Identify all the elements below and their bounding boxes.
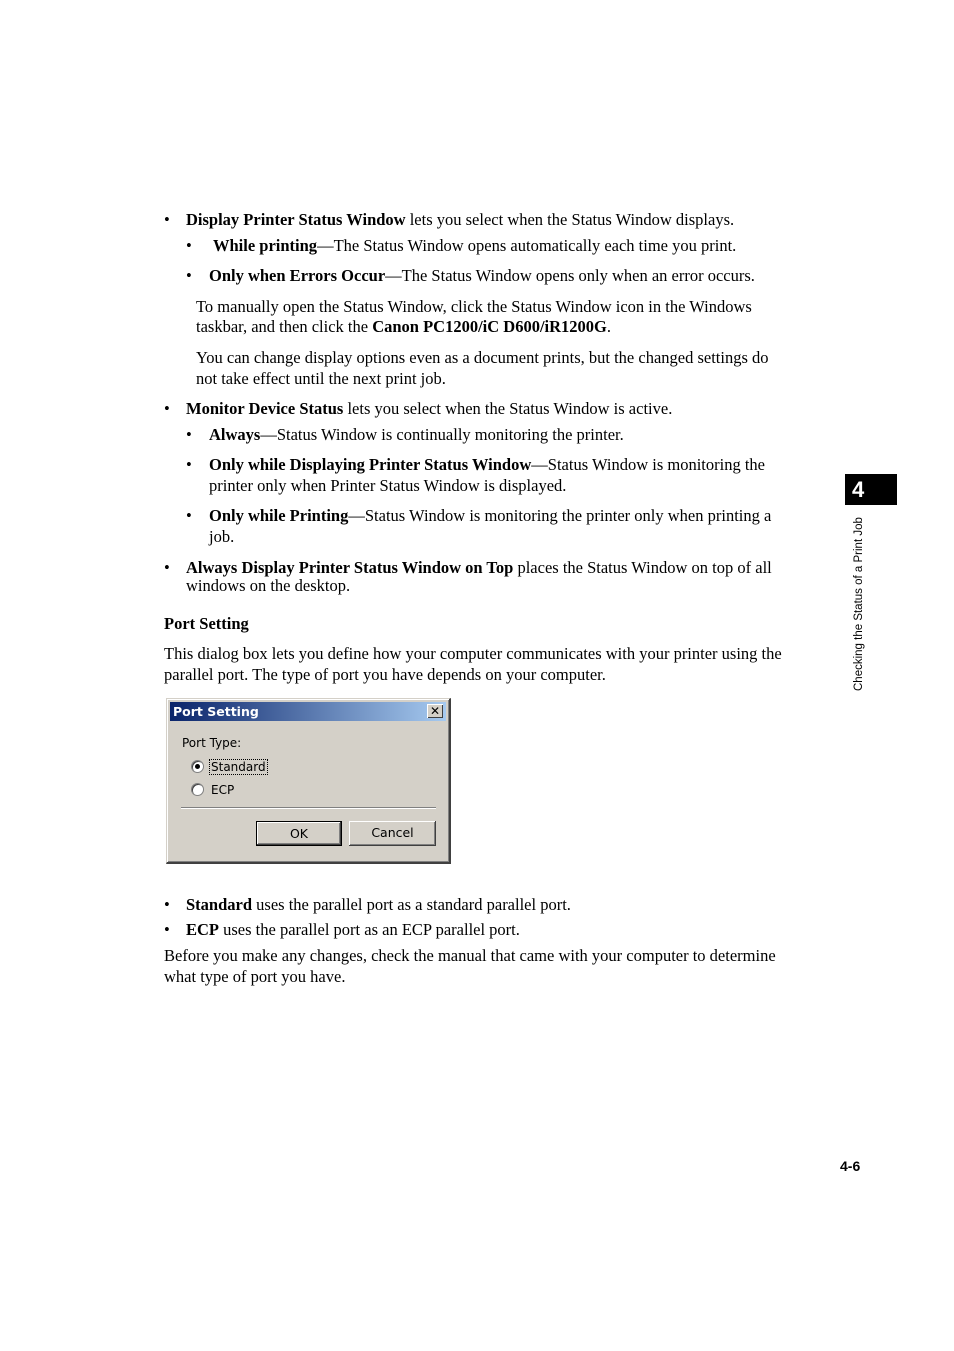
dialog-title: Port Setting [173,704,259,719]
bullet: • [164,895,170,914]
chapter-tab: 4 [845,474,897,505]
option-only-printing-cont: job. [209,527,235,546]
dialog-separator [181,807,436,809]
option-term: While printing [213,236,318,255]
option-term: Only when Errors Occur [209,266,386,285]
bullet: • [186,236,192,255]
chapter-title-vertical: Checking the Status of a Print Job [853,517,865,691]
note-change-options-line2: not take effect until the next print job. [196,369,446,388]
printer-model-name: Canon PC1200/iC D600/iR1200G [372,317,607,336]
port-intro-line1: This dialog box lets you define how your computer communicates with your printer using the [164,644,782,663]
option-desc: —The Status Window opens only when an error occurs. [385,266,755,285]
bullet: • [186,455,192,474]
bullet: • [164,399,170,418]
note-text: . [606,317,612,336]
port-term: Standard [186,895,253,914]
port-standard-item [186,895,571,915]
display-window-term: Display Printer Status Window [186,210,406,229]
radio-ecp[interactable] [191,783,204,796]
always-on-top-item [186,558,772,578]
note-manual-open-line1: To manually open the Status Window, click the Status Window icon in the Windows [196,297,752,316]
display-window-item [186,210,734,230]
option-desc: —Status Window is monitoring the printer only when printing a [348,506,772,525]
display-window-desc: lets you select when the Status Window displays. [405,210,735,229]
bullet: • [164,920,170,939]
port-term: ECP [186,920,219,939]
port-desc: uses the parallel port as a standard parallel port. [252,895,571,914]
port-setting-dialog [166,698,451,864]
bullet: • [164,558,170,577]
note-text: taskbar, and then click the [196,317,373,336]
bullet: • [164,210,170,229]
ok-button[interactable]: OK [256,821,342,846]
option-term: Only while Printing [209,506,349,525]
monitor-status-desc: lets you select when the Status Window is active. [343,399,673,418]
cancel-button[interactable]: Cancel [349,821,436,846]
always-on-top-term: Always Display Printer Status Window on Top [186,558,514,577]
bullet: • [186,425,192,444]
port-type-label: Port Type: [182,736,242,750]
port-intro-line2: parallel port. The type of port you have depends on your computer. [164,665,606,684]
option-only-displaying [209,455,765,475]
option-term: Only while Displaying Printer Status Window [209,455,532,474]
option-desc: —Status Window is monitoring the [531,455,765,474]
close-icon[interactable]: ✕ [427,704,443,718]
bullet: • [186,506,192,525]
port-desc: uses the parallel port as an ECP parallel port. [219,920,520,939]
option-only-printing [209,506,771,526]
option-only-errors [209,266,755,286]
page-number: 4-6 [840,1158,861,1174]
monitor-status-item [186,399,672,419]
always-on-top-desc: places the Status Window on top of all [513,558,772,577]
radio-standard[interactable] [191,760,204,773]
note-manual-open-line2 [196,317,611,337]
always-on-top-cont: windows on the desktop. [186,576,351,595]
radio-selected-dot [195,764,200,769]
port-ecp-item [186,920,520,940]
bullet: • [186,266,192,285]
option-term: Always [209,425,261,444]
port-setting-heading: Port Setting [164,614,249,633]
option-while-printing [213,236,736,256]
closing-line2: what type of port you have. [164,967,346,986]
note-change-options-line1: You can change display options even as a document prints, but the changed settings do [196,348,769,367]
option-only-displaying-cont: printer only when Printer Status Window is displayed. [209,476,567,495]
option-desc: —The Status Window opens automatically each time you print. [317,236,737,255]
option-always [209,425,624,445]
radio-standard-label[interactable]: Standard [211,760,266,774]
monitor-status-term: Monitor Device Status [186,399,344,418]
option-desc: —Status Window is continually monitoring the printer. [260,425,624,444]
closing-line1: Before you make any changes, check the manual that came with your computer to determine [164,946,776,965]
radio-ecp-label[interactable]: ECP [211,783,235,797]
dialog-titlebar [170,702,446,721]
